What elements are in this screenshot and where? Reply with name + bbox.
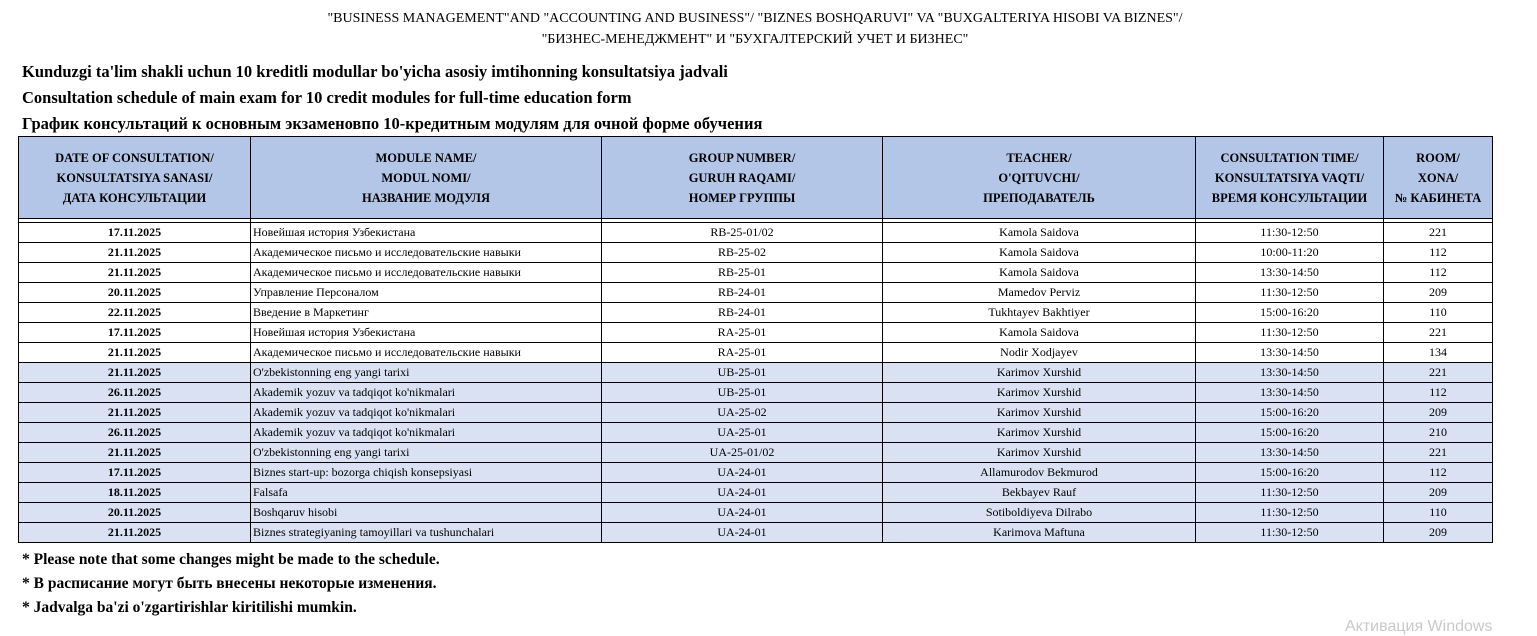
header-room: ROOM/ XONA/ № КАБИНЕТА [1384,137,1493,219]
cell-teacher: Karimov Xurshid [883,383,1196,403]
cell-room: 112 [1384,463,1493,483]
cell-room: 210 [1384,423,1493,443]
cell-time: 13:30-14:50 [1196,363,1384,383]
cell-group: RB-25-01/02 [602,223,883,243]
cell-group: UB-25-01 [602,363,883,383]
cell-group: RB-25-02 [602,243,883,263]
table-row [19,443,1493,463]
cell-teacher: Mamedov Perviz [883,283,1196,303]
cell-teacher: Sotiboldiyeva Dilrabo [883,503,1196,523]
cell-teacher: Kamola Saidova [883,223,1196,243]
cell-module: Новейшая история Узбекистана [251,223,602,243]
cell-module: Akademik yozuv va tadqiqot ko'nikmalari [251,383,602,403]
table-body [19,219,1493,543]
table-row [19,503,1493,523]
cell-group: UA-25-01 [602,423,883,443]
cell-date: 21.11.2025 [19,403,251,423]
cell-group: UB-25-01 [602,383,883,403]
cell-date: 20.11.2025 [19,503,251,523]
table-row [19,323,1493,343]
cell-module: Управление Персоналом [251,283,602,303]
cell-group: RA-25-01 [602,323,883,343]
cell-date: 17.11.2025 [19,323,251,343]
cell-teacher: Karimov Xurshid [883,443,1196,463]
table-row [19,263,1493,283]
table-row [19,363,1493,383]
cell-date: 21.11.2025 [19,523,251,543]
cell-date: 26.11.2025 [19,383,251,403]
cell-module: Biznes start-up: bozorga chiqish konsepsiyasi [251,463,602,483]
cell-time: 15:00-16:20 [1196,423,1384,443]
cell-teacher: Tukhtayev Bakhtiyer [883,303,1196,323]
cell-teacher: Karimova Maftuna [883,523,1196,543]
cell-date: 26.11.2025 [19,423,251,443]
cell-room: 209 [1384,483,1493,503]
cell-room: 134 [1384,343,1493,363]
header-group: GROUP NUMBER/ GURUH RAQAMI/ НОМЕР ГРУППЫ [602,137,883,219]
cell-group: RB-24-01 [602,283,883,303]
cell-time: 15:00-16:20 [1196,303,1384,323]
cell-group: UA-24-01 [602,463,883,483]
cell-group: UA-24-01 [602,483,883,503]
cell-teacher: Nodir Xodjayev [883,343,1196,363]
table-row [19,243,1493,263]
cell-time: 15:00-16:20 [1196,403,1384,423]
cell-room: 209 [1384,283,1493,303]
cell-room: 221 [1384,443,1493,463]
cell-teacher: Bekbayev Rauf [883,483,1196,503]
cell-room: 221 [1384,323,1493,343]
cell-time: 13:30-14:50 [1196,383,1384,403]
cell-module: Академическое письмо и исследовательские навыки [251,243,602,263]
cell-group: UA-24-01 [602,523,883,543]
cell-time: 11:30-12:50 [1196,483,1384,503]
cell-date: 21.11.2025 [19,343,251,363]
cell-room: 112 [1384,243,1493,263]
subtitle-russian: График консультаций к основным экзаменовпо 10-кредитным модулям для очной форме обучения [22,114,763,133]
table-row [19,383,1493,403]
cell-module: Новейшая история Узбекистана [251,323,602,343]
note-uzbek: * Jadvalga ba'zi o'zgartirishlar kiritilishi mumkin. [22,599,357,616]
cell-group: UA-25-02 [602,403,883,423]
table-row [19,523,1493,543]
table-row [19,483,1493,503]
cell-date: 21.11.2025 [19,363,251,383]
cell-time: 11:30-12:50 [1196,503,1384,523]
cell-teacher: Karimov Xurshid [883,423,1196,443]
cell-date: 18.11.2025 [19,483,251,503]
cell-module: Boshqaruv hisobi [251,503,602,523]
cell-group: UA-25-01/02 [602,443,883,463]
table-header-row [19,137,1493,219]
cell-time: 11:30-12:50 [1196,323,1384,343]
cell-date: 21.11.2025 [19,243,251,263]
table-row [19,303,1493,323]
cell-time: 13:30-14:50 [1196,343,1384,363]
cell-room: 112 [1384,383,1493,403]
cell-date: 17.11.2025 [19,463,251,483]
cell-group: RB-25-01 [602,263,883,283]
note-russian: * В расписание могут быть внесены некоторые изменения. [22,575,437,592]
cell-module: O'zbekistonning eng yangi tarixi [251,363,602,383]
cell-module: Biznes strategiyaning tamoyillari va tushunchalari [251,523,602,543]
cell-room: 110 [1384,303,1493,323]
cell-time: 13:30-14:50 [1196,263,1384,283]
header-module: MODULE NAME/ MODUL NOMI/ НАЗВАНИЕ МОДУЛЯ [251,137,602,219]
cell-group: RB-24-01 [602,303,883,323]
windows-activation-watermark: Активация Windows [1345,618,1493,635]
cell-module: Falsafa [251,483,602,503]
cell-module: O'zbekistonning eng yangi tarixi [251,443,602,463]
cell-group: UA-24-01 [602,503,883,523]
cell-room: 221 [1384,363,1493,383]
table-row [19,343,1493,363]
cell-time: 11:30-12:50 [1196,283,1384,303]
table-row [19,403,1493,423]
note-english: * Please note that some changes might be made to the schedule. [22,551,440,568]
cell-group: RA-25-01 [602,343,883,363]
cell-teacher: Kamola Saidova [883,243,1196,263]
cell-module: Akademik yozuv va tadqiqot ko'nikmalari [251,403,602,423]
table-row [19,423,1493,443]
header-date: DATE OF CONSULTATION/ KONSULTATSIYA SANASI/ ДАТА КОНСУЛЬТАЦИИ [19,137,251,219]
subtitle-uzbek: Kunduzgi ta'lim shakli uchun 10 kreditli modullar bo'yicha asosiy imtihonning konsultatsiya jadvali [22,62,728,81]
cell-teacher: Kamola Saidova [883,323,1196,343]
cell-room: 112 [1384,263,1493,283]
header-time: CONSULTATION TIME/ KONSULTATSIYA VAQTI/ ВРЕМЯ КОНСУЛЬТАЦИИ [1196,137,1384,219]
cell-time: 13:30-14:50 [1196,443,1384,463]
header-line-1: "BUSINESS MANAGEMENT"AND "ACCOUNTING AND BUSINESS"/ "BIZNES BOSHQARUVI" VA "BUXGALTERIYA HISOBI VA BIZNES"/ [327,11,1183,26]
header-line-2: "БИЗНЕС-МЕНЕДЖМЕНТ" И "БУХГАЛТЕРСКИЙ УЧЕТ И БИЗНЕС" [541,32,969,47]
table-row [19,223,1493,243]
cell-teacher: Karimov Xurshid [883,363,1196,383]
table-row [19,463,1493,483]
cell-date: 21.11.2025 [19,263,251,283]
cell-time: 11:30-12:50 [1196,523,1384,543]
cell-date: 22.11.2025 [19,303,251,323]
cell-room: 110 [1384,503,1493,523]
table-row [19,283,1493,303]
cell-module: Введение в Маркетинг [251,303,602,323]
cell-module: Академическое письмо и исследовательские навыки [251,343,602,363]
consultation-schedule-table [18,136,1493,543]
cell-date: 20.11.2025 [19,283,251,303]
cell-module: Akademik yozuv va tadqiqot ko'nikmalari [251,423,602,443]
cell-room: 221 [1384,223,1493,243]
cell-date: 21.11.2025 [19,443,251,463]
subtitle-english: Consultation schedule of main exam for 10 credit modules for full-time education form [22,88,632,107]
cell-module: Академическое письмо и исследовательские навыки [251,263,602,283]
cell-time: 10:00-11:20 [1196,243,1384,263]
cell-teacher: Karimov Xurshid [883,403,1196,423]
cell-date: 17.11.2025 [19,223,251,243]
cell-time: 11:30-12:50 [1196,223,1384,243]
cell-teacher: Kamola Saidova [883,263,1196,283]
cell-teacher: Allamurodov Bekmurod [883,463,1196,483]
header-teacher: TEACHER/ O'QITUVCHI/ ПРЕПОДАВАТЕЛЬ [883,137,1196,219]
cell-room: 209 [1384,523,1493,543]
cell-time: 15:00-16:20 [1196,463,1384,483]
cell-room: 209 [1384,403,1493,423]
